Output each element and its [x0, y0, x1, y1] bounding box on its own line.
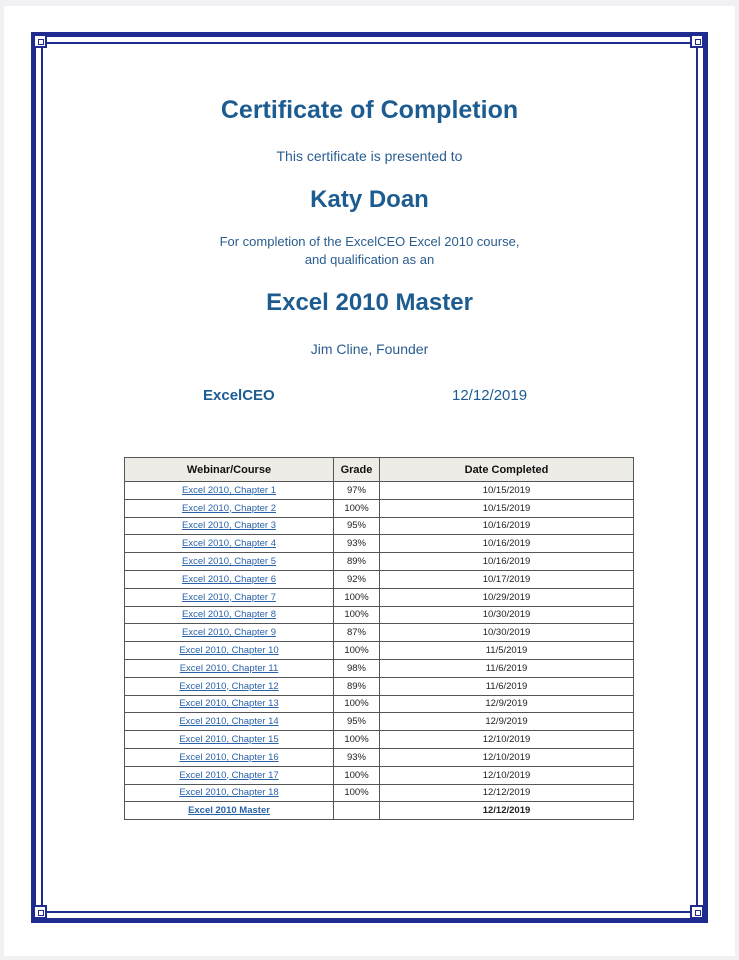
date-cell: 12/10/2019 [380, 731, 634, 749]
completion-line-2: and qualification as an [304, 252, 435, 267]
grade-cell [334, 802, 380, 820]
table-row [125, 624, 634, 642]
date-cell: 10/15/2019 [380, 482, 634, 500]
table-row [125, 748, 634, 766]
grade-cell: 100% [334, 731, 380, 749]
date-cell: 10/29/2019 [380, 588, 634, 606]
course-link[interactable]: Excel 2010, Chapter 4 [125, 535, 334, 553]
signer: Jim Cline, Founder [310, 341, 429, 357]
date-cell: 10/17/2019 [380, 570, 634, 588]
date-cell: 10/16/2019 [380, 535, 634, 553]
table-row [125, 570, 634, 588]
course-link[interactable]: Excel 2010, Chapter 13 [125, 695, 334, 713]
course-link[interactable]: Excel 2010, Chapter 17 [125, 766, 334, 784]
date-cell: 10/16/2019 [380, 517, 634, 535]
grade-cell: 100% [334, 695, 380, 713]
date-cell: 12/10/2019 [380, 748, 634, 766]
header-date: Date Completed [380, 458, 634, 482]
table-row [125, 677, 634, 695]
table-row [125, 766, 634, 784]
date-cell: 10/15/2019 [380, 499, 634, 517]
grade-cell: 100% [334, 784, 380, 802]
course-link[interactable]: Excel 2010, Chapter 11 [125, 659, 334, 677]
table-row [125, 713, 634, 731]
corner-ornament-icon [690, 905, 704, 919]
course-link[interactable]: Excel 2010, Chapter 2 [125, 499, 334, 517]
table-row [125, 659, 634, 677]
course-link[interactable]: Excel 2010, Chapter 14 [125, 713, 334, 731]
course-link[interactable]: Excel 2010, Chapter 8 [125, 606, 334, 624]
grades-table [124, 457, 634, 820]
grade-cell: 100% [334, 499, 380, 517]
header-grade: Grade [334, 458, 380, 482]
grade-cell: 95% [334, 517, 380, 535]
corner-ornament-icon [33, 905, 47, 919]
award-title: Excel 2010 Master [266, 289, 473, 316]
table-row [125, 642, 634, 660]
recipient-name: Katy Doan [310, 186, 429, 213]
table-row [125, 695, 634, 713]
table-row [125, 535, 634, 553]
course-link[interactable]: Excel 2010, Chapter 12 [125, 677, 334, 695]
date-cell: 12/10/2019 [380, 766, 634, 784]
grade-cell: 93% [334, 535, 380, 553]
grade-cell: 87% [334, 624, 380, 642]
presented-text: This certificate is presented to [276, 148, 463, 164]
table-row [125, 588, 634, 606]
master-course-link[interactable]: Excel 2010 Master [125, 802, 334, 820]
grade-cell: 95% [334, 713, 380, 731]
date-cell: 12/12/2019 [380, 784, 634, 802]
corner-ornament-icon [33, 34, 47, 48]
header-course: Webinar/Course [125, 458, 334, 482]
course-link[interactable]: Excel 2010, Chapter 6 [125, 570, 334, 588]
final-row [125, 802, 634, 820]
corner-ornament-icon [690, 34, 704, 48]
certificate-title: Certificate of Completion [220, 96, 519, 124]
table-row [125, 482, 634, 500]
grade-cell: 100% [334, 606, 380, 624]
date-cell: 11/5/2019 [380, 642, 634, 660]
table-header-row [125, 458, 634, 482]
course-link[interactable]: Excel 2010, Chapter 18 [125, 784, 334, 802]
table-row [125, 517, 634, 535]
grade-cell: 98% [334, 659, 380, 677]
table-row [125, 553, 634, 571]
course-link[interactable]: Excel 2010, Chapter 3 [125, 517, 334, 535]
date-cell: 12/12/2019 [380, 802, 634, 820]
grade-cell: 89% [334, 677, 380, 695]
date-cell: 10/16/2019 [380, 553, 634, 571]
course-link[interactable]: Excel 2010, Chapter 9 [125, 624, 334, 642]
organization-name: ExcelCEO [203, 387, 275, 404]
date-cell: 10/30/2019 [380, 606, 634, 624]
date-cell: 11/6/2019 [380, 677, 634, 695]
grade-cell: 100% [334, 588, 380, 606]
date-cell: 12/9/2019 [380, 695, 634, 713]
course-link[interactable]: Excel 2010, Chapter 5 [125, 553, 334, 571]
course-link[interactable]: Excel 2010, Chapter 16 [125, 748, 334, 766]
table-row [125, 784, 634, 802]
course-link[interactable]: Excel 2010, Chapter 10 [125, 642, 334, 660]
table-row [125, 499, 634, 517]
grade-cell: 89% [334, 553, 380, 571]
course-link[interactable]: Excel 2010, Chapter 7 [125, 588, 334, 606]
date-cell: 10/30/2019 [380, 624, 634, 642]
issue-date: 12/12/2019 [452, 387, 528, 404]
course-link[interactable]: Excel 2010, Chapter 15 [125, 731, 334, 749]
table-row [125, 731, 634, 749]
table-row [125, 606, 634, 624]
date-cell: 12/9/2019 [380, 713, 634, 731]
completion-line-1: For completion of the ExcelCEO Excel 2010 course, [219, 234, 520, 249]
grade-cell: 100% [334, 642, 380, 660]
grade-cell: 97% [334, 482, 380, 500]
date-cell: 11/6/2019 [380, 659, 634, 677]
course-link[interactable]: Excel 2010, Chapter 1 [125, 482, 334, 500]
grade-cell: 100% [334, 766, 380, 784]
grade-cell: 93% [334, 748, 380, 766]
grade-cell: 92% [334, 570, 380, 588]
